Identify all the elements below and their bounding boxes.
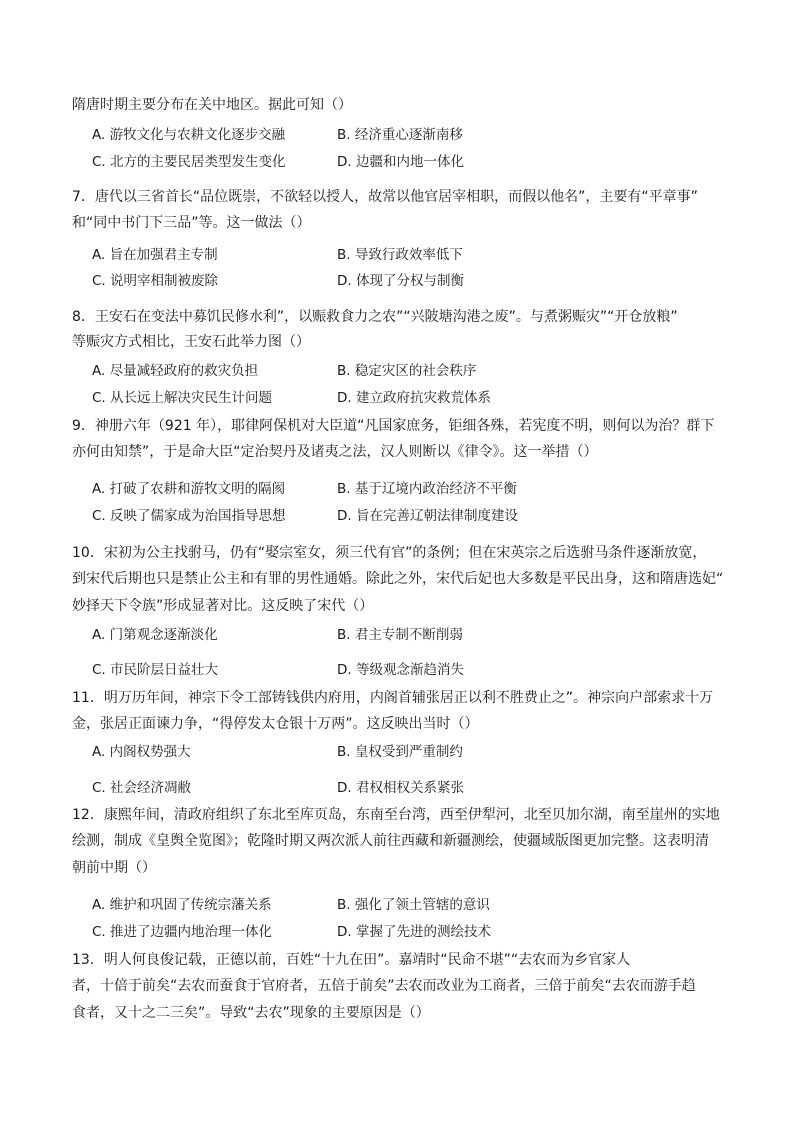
question-6-option-c[interactable]: C. 北方的主要民居类型发生变化: [92, 154, 286, 170]
question-8-option-a[interactable]: A. 尽量减轻政府的救灾负担: [92, 363, 259, 379]
question-7-option-a[interactable]: A. 旨在加强君主专制: [92, 247, 218, 263]
question-6-option-b[interactable]: B. 经济重心逐渐南移: [337, 127, 463, 143]
question-13-text-line-3: 食者，又十之二三矣”。导致“去农”现象的主要原因是（）: [72, 1005, 430, 1021]
question-10-text-line-3: 妙择天下令族”形成显著对比。这反映了宋代（）: [72, 598, 374, 614]
question-7-text-line-1: 7．唐代以三省首长“品位既崇，不欲轻以授人，故常以他官居宰相职，而假以他名”，主要有“平章事”: [72, 189, 698, 205]
question-8-option-c[interactable]: C. 从长远上解决灾民生计问题: [92, 390, 273, 406]
question-8-option-b[interactable]: B. 稳定灾区的社会秩序: [337, 363, 477, 379]
question-9-option-d[interactable]: D. 旨在完善辽朝法律制度建设: [337, 508, 518, 524]
question-7-text-line-2: 和“同中书门下三品”等。这一做法（）: [72, 215, 311, 231]
question-6-option-a[interactable]: A. 游牧文化与农耕文化逐步交融: [92, 127, 286, 143]
question-12-text-line-2: 绘测，制成《皇舆全览图》；乾隆时期又两次派人前往西藏和新疆测绘，使疆域版图更加完整。这表明清: [72, 833, 709, 849]
question-12-text-line-1: 12．康熙年间，清政府组织了东北至库页岛，东南至台湾，西至伊犁河，北至贝加尔湖，南至崖州的实地: [72, 807, 720, 823]
question-10-option-c[interactable]: C. 市民阶层日益壮大: [92, 662, 219, 678]
question-10-option-a[interactable]: A. 门第观念逐渐淡化: [92, 627, 218, 643]
question-9-text-line-1: 9．神册六年（921 年），耶律阿保机对大臣道“凡国家庶务，钜细各殊，若宪度不明，则何以为治？群下: [72, 418, 715, 434]
question-13-text-line-1: 13．明人何良俊记载，正德以前，百姓“十九在田”。嘉靖时“民命不堪”“去农而为乡官家人: [72, 952, 631, 968]
question-9-option-b[interactable]: B. 基于辽境内政治经济不平衡: [337, 481, 517, 497]
question-8-text-line-2: 等赈灾方式相比，王安石此举力图（）: [72, 334, 310, 350]
question-12-text-line-3: 朝前中期（）: [72, 860, 156, 876]
question-9-option-a[interactable]: A. 打破了农耕和游牧文明的隔阂: [92, 481, 286, 497]
question-10-option-d[interactable]: D. 等级观念渐趋消失: [337, 662, 464, 678]
question-11-text-line-1: 11．明万历年间，神宗下令工部铸钱供内府用，内阁首辅张居正以利不胜费止之”。神宗向户部索求十万: [72, 690, 714, 706]
question-6-option-d[interactable]: D. 边疆和内地一体化: [337, 154, 464, 170]
question-9-text-line-2: 亦何由知禁”，于是命大臣“定治契丹及诸夷之法，汉人则断以《律令》。这一举措（）: [72, 444, 598, 460]
question-12-option-c[interactable]: C. 推进了边疆内地治理一体化: [92, 924, 273, 940]
question-12-option-a[interactable]: A. 维护和巩固了传统宗藩关系: [92, 897, 272, 913]
question-11-text-line-2: 金，张居正面谏力争，“得停发太仓银十万两”。这反映出当时（）: [72, 716, 479, 732]
question-13-text-line-2: 者，十倍于前矣“去农而蚕食于官府者，五倍于前矣”去农而改业为工商者，三倍于前矣“去农而游手趋: [72, 978, 696, 994]
question-11-option-b[interactable]: B. 皇权受到严重制约: [337, 744, 463, 760]
question-8-option-d[interactable]: D. 建立政府抗灾救荒体系: [337, 390, 491, 406]
question-10-text-line-1: 10．宋初为公主找驸马，仍有“娶宗室女，须三代有官”的条例；但在宋英宗之后选驸马条件逐渐放宽，: [72, 545, 707, 561]
question-10-option-b[interactable]: B. 君主专制不断削弱: [337, 627, 463, 643]
question-7-option-d[interactable]: D. 体现了分权与制衡: [337, 273, 464, 289]
question-8-text-line-1: 8．王安石在变法中募饥民修水利”，以赈救食力之农”“兴陂塘沟港之废”。与煮粥赈灾”“开仓放粮”: [72, 309, 678, 325]
question-9-option-c[interactable]: C. 反映了儒家成为治国指导思想: [92, 508, 286, 524]
question-12-option-b[interactable]: B. 强化了领土管辖的意识: [337, 897, 490, 913]
question-6-text-line-1: 隋唐时期主要分布在关中地区。据此可知（）: [72, 97, 352, 113]
question-12-option-d[interactable]: D. 掌握了先进的测绘技术: [337, 924, 491, 940]
question-10-text-line-2: 到宋代后期也只是禁止公主和有罪的男性通婚。除此之外，宋代后妃也大多数是平民出身，这和隋唐选妃“: [72, 571, 724, 587]
question-11-option-a[interactable]: A. 内阁权势强大: [92, 744, 191, 760]
question-7-option-c[interactable]: C. 说明宰相制被废除: [92, 273, 219, 289]
question-7-option-b[interactable]: B. 导致行政效率低下: [337, 247, 463, 263]
question-11-option-c[interactable]: C. 社会经济凋敝: [92, 780, 192, 796]
question-11-option-d[interactable]: D. 君权相权关系紧张: [337, 780, 464, 796]
